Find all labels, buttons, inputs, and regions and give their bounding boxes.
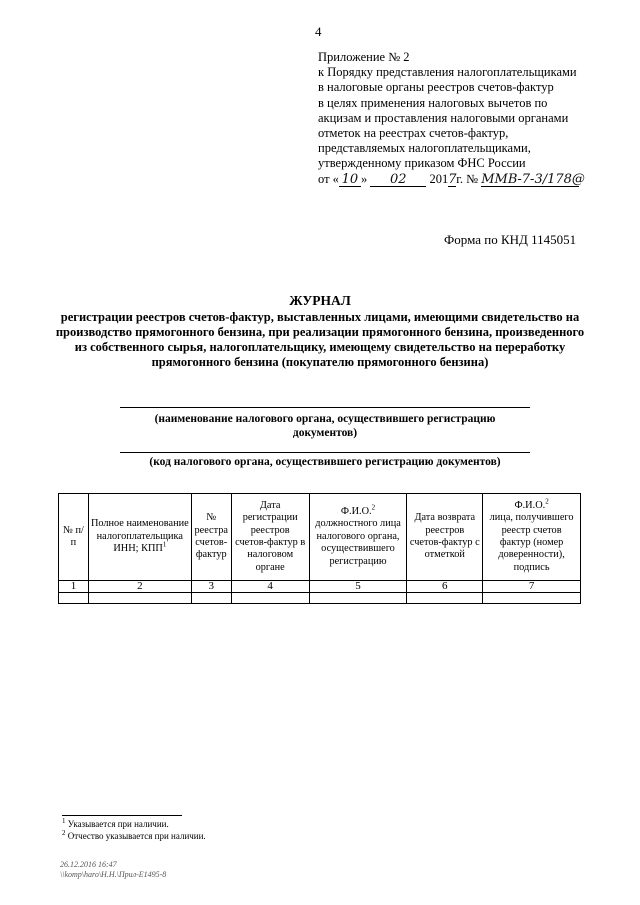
order-month: 02: [370, 174, 426, 187]
page-number: 4: [315, 24, 322, 39]
column-number: 2: [88, 581, 191, 593]
file-path: \\komp\haro\Н.Н.\Прил-Е1495-8: [60, 870, 167, 879]
table-cell: [59, 593, 89, 604]
table-cell: [483, 593, 581, 604]
table-cell: [88, 593, 191, 604]
tax-code-caption: (код налогового органа, осуществившего регистрацию документов): [149, 456, 501, 468]
footnote-divider: [62, 815, 182, 816]
order-mid: »: [360, 171, 368, 186]
order-day: 10: [339, 174, 361, 187]
tax-authority-line: [120, 407, 530, 408]
tax-code-line: [120, 452, 530, 453]
appendix-line: отметок на реестрах счетов-фактур,: [318, 126, 509, 141]
column-number: 1: [59, 581, 89, 593]
header-register-number: № реестра счетов-фактур: [191, 494, 231, 581]
header-return-date: Дата возврата реестров счетов-фактур с отметкой: [407, 494, 483, 581]
print-timestamp: 26.12.2016 16:47: [60, 860, 117, 869]
order-year-prefix: 201: [429, 171, 449, 186]
order-prefix: от «: [318, 171, 339, 186]
table-row: [59, 593, 581, 604]
form-code: Форма по КНД 1145051: [444, 232, 577, 247]
registration-table: [58, 493, 581, 604]
appendix-line: акцизам и проставления налоговыми органами: [318, 110, 569, 125]
order-year-suffix: г. №: [456, 171, 479, 186]
column-number: 7: [483, 581, 581, 593]
appendix-line: Приложение № 2: [318, 50, 410, 64]
appendix-line: утвержденному приказом ФНС России: [318, 156, 526, 171]
table-cell: [407, 593, 483, 604]
table-header-row: [59, 494, 581, 581]
header-registration-date: Дата регистрации реестров счетов-фактур в налоговом органе: [231, 494, 309, 581]
table-number-row: [59, 581, 581, 593]
order-reference: [318, 172, 618, 187]
header-recipient: Ф.И.О.$^2$ лица, получившего реестр счетов фактур (номер доверенности), подпись: [483, 494, 581, 581]
table-cell: [191, 593, 231, 604]
appendix-header: [318, 50, 618, 187]
order-year-digit: 7: [448, 171, 457, 187]
order-number: ММВ-7-3/178@: [481, 171, 585, 187]
tax-authority-caption: (наименование налогового органа, осуществившего регистрацию документов): [154, 413, 496, 439]
header-official-name: Ф.И.О.$^2$ должностного лица налогового органа, осуществившего регистрацию: [309, 494, 407, 581]
column-number: 4: [231, 581, 309, 593]
header-number: № п/п: [59, 494, 89, 581]
header-taxpayer: Полное наименование налогоплательщика ИНН; КПП$^1$: [88, 494, 191, 581]
footnote-2: $^2$ Отчество указывается при наличии.: [62, 829, 206, 841]
column-number: 3: [191, 581, 231, 593]
appendix-line: представляемых налогоплательщиками,: [318, 141, 531, 156]
table-cell: [231, 593, 309, 604]
appendix-line: к Порядку представления налогоплательщиками: [318, 65, 577, 80]
column-number: 5: [309, 581, 407, 593]
appendix-line: в налоговые органы реестров счетов-фактур: [318, 80, 554, 95]
table-cell: [309, 593, 407, 604]
document-title: ЖУРНАЛ: [289, 293, 351, 308]
footnote-1: $^1$ Указывается при наличии.: [62, 817, 169, 829]
document-subtitle: регистрации реестров счетов-фактур, выставленных лицами, имеющими свидетельство на производство прямогонного бензина, при реализации прямогонного бензина, произведенного из собственного сырья, налогоплательщику, имеющему свидетельство на переработку прямогонного бензина (покупателю прямогонного бензина): [55, 310, 585, 369]
appendix-line: в целях применения налоговых вычетов по: [318, 95, 548, 110]
column-number: 6: [407, 581, 483, 593]
